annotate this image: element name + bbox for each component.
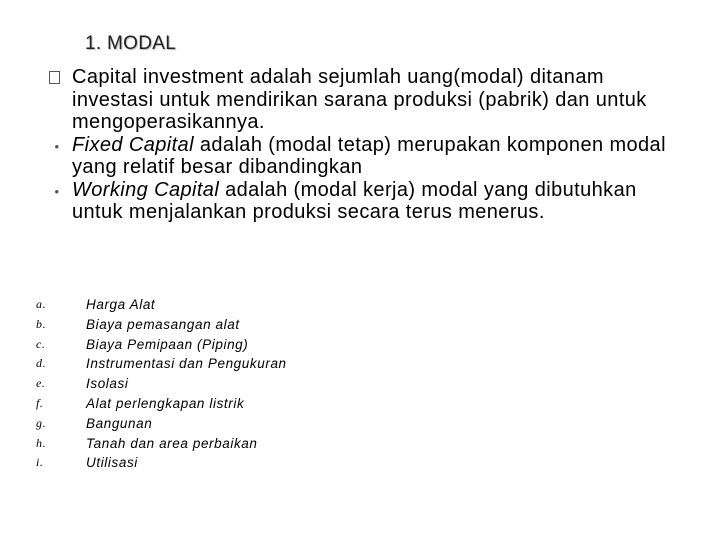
list-letter: f.	[36, 395, 44, 410]
list-text: Isolasi	[86, 376, 129, 392]
list-item	[36, 295, 436, 315]
bullet-list	[40, 66, 680, 246]
list-text: Alat perlengkapan listrik	[86, 395, 245, 411]
list-item	[36, 453, 436, 473]
list-text: Instrumentasi dan Pengukuran	[86, 356, 287, 372]
dot-bullet-icon: •	[54, 138, 60, 154]
list-letter: i.	[36, 455, 44, 470]
dot-bullet-icon: •	[54, 183, 60, 199]
bullet-fixed-capital	[40, 134, 680, 179]
list-letter: b.	[36, 316, 47, 331]
list-text: Tanah dan area perbaikan	[86, 435, 258, 451]
bullet-text: adalah (modal tetap) merupakan komponen modal yang relatif besar dibandingkan	[72, 133, 666, 178]
list-item	[36, 354, 436, 374]
list-text: Biaya pemasangan alat	[86, 316, 240, 332]
list-letter: h.	[36, 435, 47, 450]
bullet-term: Working Capital	[72, 178, 220, 201]
list-item	[36, 414, 436, 434]
list-item	[36, 315, 436, 335]
list-text: Bangunan	[86, 415, 153, 431]
list-letter: a.	[36, 297, 47, 311]
list-item	[36, 335, 436, 355]
list-letter: g.	[36, 415, 47, 430]
list-letter: c.	[36, 336, 46, 351]
slide-title: 1. MODAL	[85, 33, 177, 54]
bullet-capital-investment	[40, 66, 680, 134]
list-item	[36, 394, 436, 414]
bullet-working-capital	[40, 179, 680, 247]
list-text: Harga Alat	[86, 297, 156, 312]
bullet-text: adalah sejumlah uang(modal) ditanam investasi untuk mendirikan sarana produksi (pabrik) dan untuk mengoperasikannya.	[72, 66, 647, 133]
list-item	[36, 374, 436, 394]
bullet-text: adalah (modal kerja) modal yang dibutuhkan untuk menjalankan produksi secara terus menerus.	[72, 178, 637, 223]
list-item	[36, 434, 436, 454]
list-letter: e.	[36, 376, 46, 391]
capital-component-list	[36, 295, 436, 473]
list-text: Biaya Pemipaan (Piping)	[86, 336, 249, 352]
bullet-term: Fixed Capital	[72, 133, 194, 156]
bullet-term: Capital investment	[72, 66, 244, 88]
box-bullet-icon	[40, 66, 68, 90]
list-letter: d.	[36, 356, 47, 371]
list-text: Utilisasi	[86, 455, 138, 471]
